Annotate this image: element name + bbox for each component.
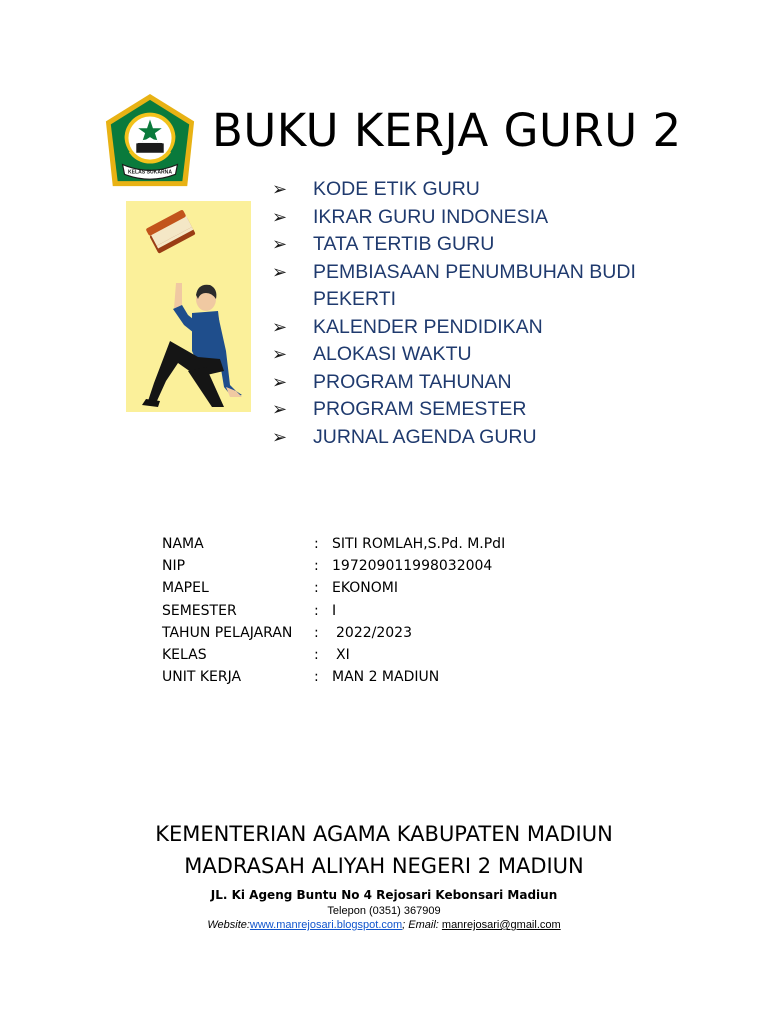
school-name: MADRASAH ALIYAH NEGERI 2 MADIUN [184, 854, 584, 878]
list-item: ➢ IKRAR GURU INDONESIA [272, 204, 692, 232]
email-link[interactable]: manrejosari@gmail.com [441, 919, 561, 931]
list-item: ➢ JURNAL AGENDA GURU [272, 424, 692, 452]
arrow-bullet-icon: ➢ [272, 261, 288, 282]
info-value: I [332, 602, 337, 619]
info-value: 197209011998032004 [332, 558, 493, 575]
info-value: MAN 2 MADIUN [332, 669, 440, 686]
student-illustration [126, 201, 251, 412]
website-link[interactable]: www.manrejosari.blogspot.com [249, 919, 403, 931]
contact-line: Website:www.manrejosari.blogspot.com; Email: manrejosari@gmail.com [207, 919, 561, 931]
school-address: JL. Ki Ageng Buntu No 4 Rejosari Kebonsari Madiun [210, 888, 558, 902]
arrow-bullet-icon: ➢ [272, 234, 288, 254]
list-item: ➢ PROGRAM TAHUNAN [272, 369, 692, 397]
footer [0, 818, 768, 932]
info-row: TAHUN PELAJARAN : 2022/2023 [162, 624, 412, 641]
info-value: 2022/2023 [336, 624, 412, 641]
arrow-bullet-icon: ➢ [272, 399, 288, 419]
kemenag-logo [101, 92, 199, 190]
arrow-bullet-icon: ➢ [272, 344, 288, 364]
info-row: MAPEL : EKONOMI [162, 580, 398, 597]
arrow-bullet-icon: ➢ [272, 371, 288, 392]
arrow-bullet-icon: ➢ [272, 316, 288, 337]
info-value: EKONOMI [332, 580, 398, 597]
info-value: XI [336, 646, 350, 663]
page-title: BUKU KERJA GURU 2 [212, 104, 682, 157]
arrow-bullet-icon: ➢ [272, 206, 288, 227]
info-row: NAMA : SITI ROMLAH,S.Pd. M.PdI [162, 536, 506, 552]
info-row: NIP : 197209011998032004 [162, 558, 493, 575]
logo-ribbon-text: KELAS SUKARNA [127, 169, 173, 176]
list-item: ➢ PROGRAM SEMESTER [272, 396, 692, 424]
teacher-info [162, 533, 505, 688]
ministry-name: KEMENTERIAN AGAMA KABUPATEN MADIUN [155, 822, 613, 846]
list-item: ➢ PEMBIASAAN PENUMBUHAN BUDI PEKERTI [272, 260, 636, 310]
info-row: KELAS : XI [162, 646, 350, 663]
info-row: UNIT KERJA : MAN 2 MADIUN [162, 669, 440, 686]
list-item: ➢ TATA TERTIB GURU [272, 231, 692, 259]
info-row: SEMESTER : I [162, 602, 337, 619]
list-item: ➢ ALOKASI WAKTU [272, 341, 692, 369]
school-phone: Telepon (0351) 367909 [327, 905, 441, 917]
arrow-bullet-icon: ➢ [272, 179, 288, 199]
contents-list [272, 176, 692, 451]
list-item: ➢ KALENDER PENDIDIKAN [272, 314, 692, 342]
list-item: ➢ KODE ETIK GURU [272, 176, 692, 204]
arrow-bullet-icon: ➢ [272, 426, 288, 447]
info-value: SITI ROMLAH,S.Pd. M.PdI [332, 536, 506, 552]
